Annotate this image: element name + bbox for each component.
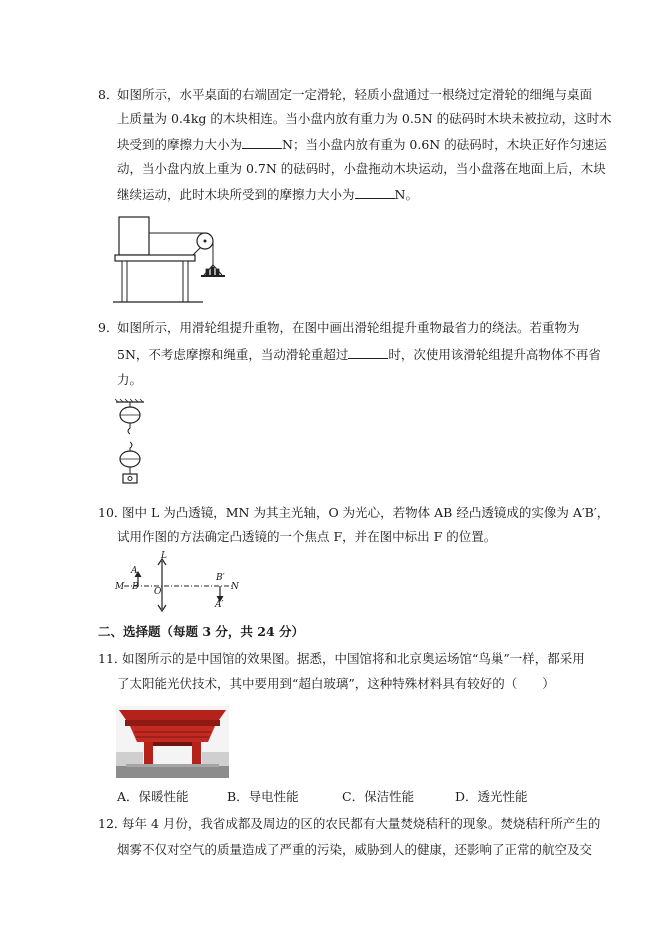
q9-line-2-text-b: 时，次使用该滑轮组提升高物体不再省 xyxy=(388,347,601,362)
q9-line-3: 力。 xyxy=(117,372,143,387)
pulley-block-figure xyxy=(112,398,152,488)
table-top xyxy=(115,255,195,261)
label-b-prime: B′ xyxy=(216,573,225,583)
q9-line-2-text-a: 5N，不考虑摩擦和绳重，当动滑轮重超过 xyxy=(117,347,349,362)
answer-blank[interactable] xyxy=(355,186,395,199)
pulley-axle xyxy=(204,240,207,243)
q11-line-2: 了太阳能光伏技术，其中要用到“超白玻璃”，这种特殊材料具有较好的（ ） xyxy=(117,676,555,691)
q10-line-2: 试用作图的方法确定凸透镜的一个焦点 F，并在图中标出 F 的位置。 xyxy=(117,529,497,544)
label-o: O xyxy=(154,587,162,597)
q11-number: 11． xyxy=(98,651,127,666)
fixed-pulley-hook xyxy=(128,423,130,434)
table-leg-right xyxy=(183,261,188,302)
wooden-block xyxy=(119,217,149,255)
q9-line-2 xyxy=(117,346,601,363)
q10-number: 10． xyxy=(98,505,127,520)
heavy-object xyxy=(123,474,137,483)
pavilion-column xyxy=(192,742,201,766)
label-b: B xyxy=(132,582,139,592)
pavilion-underside xyxy=(153,742,192,746)
q8-line-4: 动，当小盘内放上重为 0.7N 的砝码时，小盘拖动木块运动，当小盘落在地面上后，木块 xyxy=(117,161,606,176)
q9-number: 9． xyxy=(98,320,119,335)
q8-line-3-text-b: N；当小盘内放有重为 0.6N 的砝码时，木块正好作匀速运 xyxy=(282,137,607,152)
q8-line-3-text-a: 块受到的摩擦力大小为 xyxy=(117,137,243,152)
convex-lens-figure xyxy=(112,553,242,613)
q12-line-1: 每年 4 月份，我省成都及周边的区的农民都有大量焚烧秸秆的现象。焚烧秸秆所产生的 xyxy=(122,816,601,831)
q8-line-5 xyxy=(117,186,418,203)
table-pulley-figure xyxy=(113,213,238,305)
plaza-ground xyxy=(116,766,229,778)
movable-pulley-hook xyxy=(130,442,132,451)
option-d[interactable]: D．透光性能 xyxy=(455,789,528,804)
side-building xyxy=(202,752,229,766)
q8-line-2: 上质量为 0.4kg 的木块相连。当小盘内放有重力为 0.5N 的砝码时木块未被拉动，这时木 xyxy=(117,111,612,126)
answer-blank[interactable] xyxy=(242,136,282,149)
answer-blank[interactable] xyxy=(348,346,388,359)
q12-number: 12． xyxy=(98,816,127,831)
pavilion-body xyxy=(130,726,215,742)
plaza-steps xyxy=(126,764,219,767)
option-a[interactable]: A．保暖性能 xyxy=(117,789,189,804)
pavilion-roof-band xyxy=(125,720,220,726)
table-leg-left xyxy=(122,261,127,302)
section-heading: 二、选择题（每题 3 分，共 24 分） xyxy=(98,624,305,639)
q9-line-1: 如图所示，用滑轮组提升重物，在图中画出滑轮组提升重物最省力的绕法。若重物为 xyxy=(117,320,580,335)
option-c[interactable]: C．保洁性能 xyxy=(342,789,415,804)
option-b[interactable]: B．导电性能 xyxy=(227,789,299,804)
pavilion-column xyxy=(144,742,153,766)
q8-line-3 xyxy=(117,136,607,153)
label-l: L xyxy=(161,551,167,561)
label-n: N xyxy=(231,582,239,592)
q11-line-1: 如图所示的是中国馆的效果图。据悉，中国馆将和北京奥运场馆“鸟巢”一样，都采用 xyxy=(122,651,585,666)
weights xyxy=(206,267,219,275)
label-a-prime: A′ xyxy=(215,600,224,610)
q8-number: 8． xyxy=(98,87,119,102)
q8-line-5-text-a: 继续运动，此时木块所受到的摩擦力大小为 xyxy=(117,187,355,202)
side-building xyxy=(116,752,143,766)
label-a: A xyxy=(131,566,138,576)
china-pavilion-image xyxy=(116,706,229,778)
pavilion-roof xyxy=(119,710,226,720)
q10-line-1: 图中 L 为凸透镜，MN 为其主光轴，O 为光心，若物体 AB 经凸透镜成的实像为 A′B′， xyxy=(122,505,610,520)
label-m: M xyxy=(115,582,125,592)
q8-line-1: 如图所示，水平桌面的右端固定一定滑轮，轻质小盘通过一根绕过定滑轮的细绳与桌面 xyxy=(117,87,593,102)
q12-line-2: 烟雾不仅对空气的质量造成了严重的污染，威胁到人的健康，还影响了正常的航空及交 xyxy=(117,842,593,857)
q8-line-5-text-b: N。 xyxy=(394,187,418,202)
